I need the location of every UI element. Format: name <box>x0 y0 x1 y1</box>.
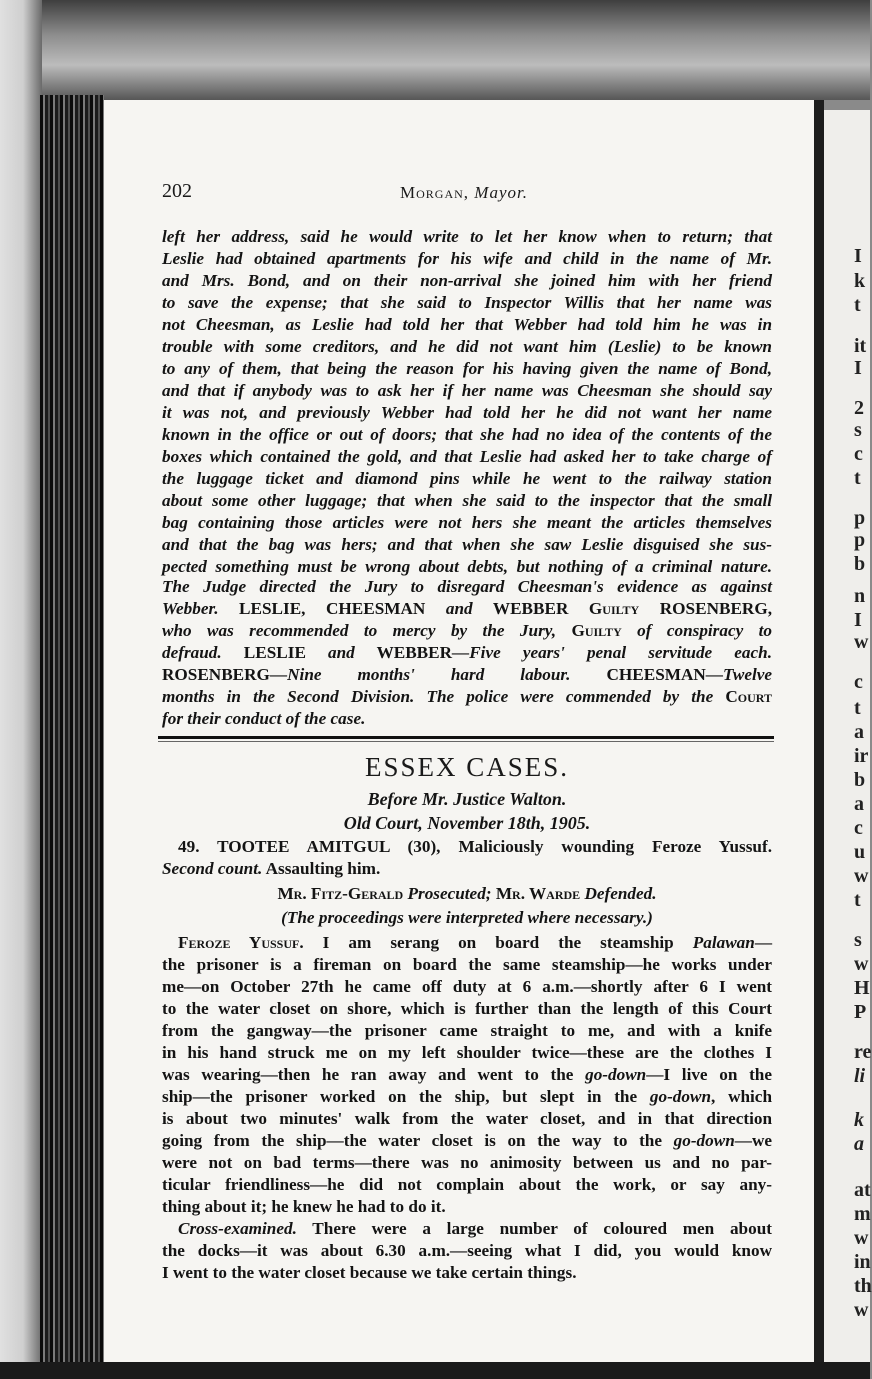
facing-page-fragment: w <box>854 1227 869 1249</box>
facing-page-fragment: I <box>854 245 862 267</box>
facing-page-fragment: li <box>854 1065 866 1087</box>
facing-page-fragment: a <box>854 1133 864 1155</box>
cross-examined-line: Cross-examined. There were a large number of coloured men about <box>178 1219 772 1238</box>
text-line: and Mrs. Bond, and on their non-arrival she joined him with her friend <box>162 271 772 290</box>
testimony-line: ship—the prisoner worked on the ship, but slept in the go-down, which <box>162 1087 772 1106</box>
facing-page-fragment: re <box>854 1041 872 1063</box>
text-line: ticular friendliness—he did not complain about the work, or say any- <box>162 1175 772 1194</box>
running-head-title: Mayor. <box>474 183 528 202</box>
running-head <box>324 183 604 203</box>
text-line: it was not, and previously Webber had told her he did not want her name <box>162 403 772 422</box>
book-bottom-edge <box>0 1362 870 1379</box>
text-line: known in the office or out of doors; that she had no idea of the contents of the <box>162 425 772 444</box>
facing-page-fragment: k <box>854 1109 864 1131</box>
facing-page <box>824 110 870 1362</box>
verdict-line: defraud. LESLIE and WEBBER—Five years' penal servitude each. <box>162 643 772 662</box>
facing-page-fragment: m <box>854 1203 871 1225</box>
text-line: the luggage ticket and diamond pins while he went to the railway station <box>162 469 772 488</box>
verdict-line: Webber. LESLIE, CHEESMAN and WEBBER Guilty ROSENBERG, <box>162 599 772 618</box>
interpretation-note: (The proceedings were interpreted where necessary.) <box>281 908 653 927</box>
cross-examined-line: the docks—it was about 6.30 a.m.—seeing what I did, you would know <box>162 1241 772 1260</box>
text-line: and that if anybody was to ask her if her name was Cheesman she should say <box>162 381 772 400</box>
text-line: boxes which contained the gold, and that Leslie had asked her to take charge of <box>162 447 772 466</box>
facing-page-fragment: in <box>854 1251 871 1273</box>
page-number: 202 <box>162 180 192 202</box>
facing-page-fragment: I <box>854 357 862 379</box>
facing-page-fragment: w <box>854 631 869 653</box>
testimony-line: going from the ship—the water closet is on the way to the go-down—we <box>162 1131 772 1150</box>
section-rule <box>158 736 774 739</box>
facing-page-fragment: t <box>854 697 861 719</box>
book-top-edge <box>0 0 870 100</box>
facing-page-fragment: a <box>854 793 864 815</box>
facing-page-fragment: t <box>854 467 861 489</box>
facing-page-fragment: w <box>854 865 869 887</box>
facing-page-fragment: b <box>854 553 866 575</box>
testimony-line: Feroze Yussuf. I am serang on board the steamship Palawan— <box>178 933 773 952</box>
book-gutter <box>814 100 824 1362</box>
facing-page-fragment: c <box>854 817 863 839</box>
section-rule-thin <box>158 741 774 742</box>
text-line: from the gangway—the prisoner came straight to me, and with a knife <box>162 1021 772 1040</box>
text-line: in his hand struck me on my left shoulder twice—these are the clothes I <box>162 1043 772 1062</box>
facing-page-fragment: c <box>854 443 863 465</box>
book-binding-edge <box>40 95 104 1379</box>
text-line: left her address, said he would write to let her know when to return; that <box>162 227 772 246</box>
verdict-line: for their conduct of the case. <box>162 709 366 728</box>
facing-page-fragment: ir <box>854 745 869 767</box>
text-line: and that the bag was hers; and that when she saw Leslie disguised she sus- <box>162 535 772 554</box>
text-line: to the water closet on shore, which is further than the length of this Court <box>162 999 772 1018</box>
text-line: to any of them, that being the reason for his having given the name of Bond, <box>162 359 772 378</box>
case-title: 49. TOOTEE AMITGUL (30), Maliciously wounding Feroze Yussuf. <box>178 837 773 856</box>
facing-page-fragment: 2 <box>854 397 864 419</box>
text-line: to save the expense; that she said to Inspector Willis that her name was <box>162 293 772 312</box>
section-heading: ESSEX CASES. <box>364 752 570 782</box>
text-line: me—on October 27th he came off duty at 6 a.m.—shortly after 6 I went <box>162 977 772 996</box>
facing-page-fragment: s <box>854 419 862 441</box>
facing-page-fragment: a <box>854 721 864 743</box>
testimony-line: is about two minutes' walk from the water closet, and in that direction <box>162 1109 772 1128</box>
verdict-line: The Judge directed the Jury to disregard Cheesman's evidence as against <box>162 577 772 596</box>
facing-page-fragment: w <box>854 1299 869 1321</box>
facing-page-fragment: n <box>854 585 866 607</box>
text-line: the prisoner is a fireman on board the same steamship—he works under <box>162 955 772 974</box>
case-second-count: Second count. Assaulting him. <box>162 859 381 878</box>
facing-page-fragment: p <box>854 529 866 551</box>
verdict-line: who was recommended to mercy by the Jury, Guilty of conspiracy to <box>162 621 772 640</box>
facing-page-fragment: I <box>854 609 862 631</box>
cross-examined-line: I went to the water closet because we take certain things. <box>162 1263 577 1282</box>
verdict-line: months in the Second Division. The police were commended by the Court <box>162 687 772 706</box>
facing-page-fragment: th <box>854 1275 872 1297</box>
facing-page-fragment: u <box>854 841 866 863</box>
facing-page-fragment: c <box>854 671 863 693</box>
text-line: Leslie had obtained apartments for his wife and child in the name of Mr. <box>162 249 772 268</box>
book-page <box>104 100 814 1362</box>
facing-page-fragment: P <box>854 1001 867 1023</box>
text-line: not Cheesman, as Leslie had told her that Webber had told him he was in <box>162 315 772 334</box>
facing-page-fragment: p <box>854 507 866 529</box>
facing-page-fragment: H <box>854 977 870 999</box>
text-line: about some other luggage; that when she said to the inspector that the small <box>162 491 772 510</box>
facing-page-fragment: at <box>854 1179 871 1201</box>
facing-page-fragment: s <box>854 929 862 951</box>
judge-line: Before Mr. Justice Walton. <box>367 789 567 809</box>
court-date-line: Old Court, November 18th, 1905. <box>343 813 591 833</box>
facing-page-fragment: it <box>854 335 867 357</box>
facing-page-fragment: t <box>854 889 861 911</box>
text-line: were not on bad terms—there was no animosity between us and no par- <box>162 1153 772 1172</box>
facing-page-fragment: k <box>854 270 866 292</box>
facing-page-fragment: b <box>854 769 866 791</box>
text-line: bag containing those articles were not hers she meant the articles themselves <box>162 513 772 532</box>
verdict-line: ROSENBERG—Nine months' hard labour. CHEESMAN—Twelve <box>162 665 772 684</box>
text-line: thing about it; he knew he had to do it. <box>162 1197 446 1216</box>
facing-page-fragment: w <box>854 953 869 975</box>
text-line: trouble with some creditors, and he did not want him (Leslie) to be known <box>162 337 772 356</box>
testimony-line: was wearing—then he ran away and went to the go-down—I live on the <box>162 1065 772 1084</box>
left-margin-background <box>0 0 42 1379</box>
counsel-line: Mr. Fitz-Gerald Prosecuted; Mr. Warde Defended. <box>277 884 657 903</box>
facing-page-fragment: t <box>854 294 861 316</box>
text-line: pected something must be wrong about debts, but nothing of a criminal nature. <box>162 557 772 576</box>
running-head-name: Morgan, <box>400 183 470 202</box>
